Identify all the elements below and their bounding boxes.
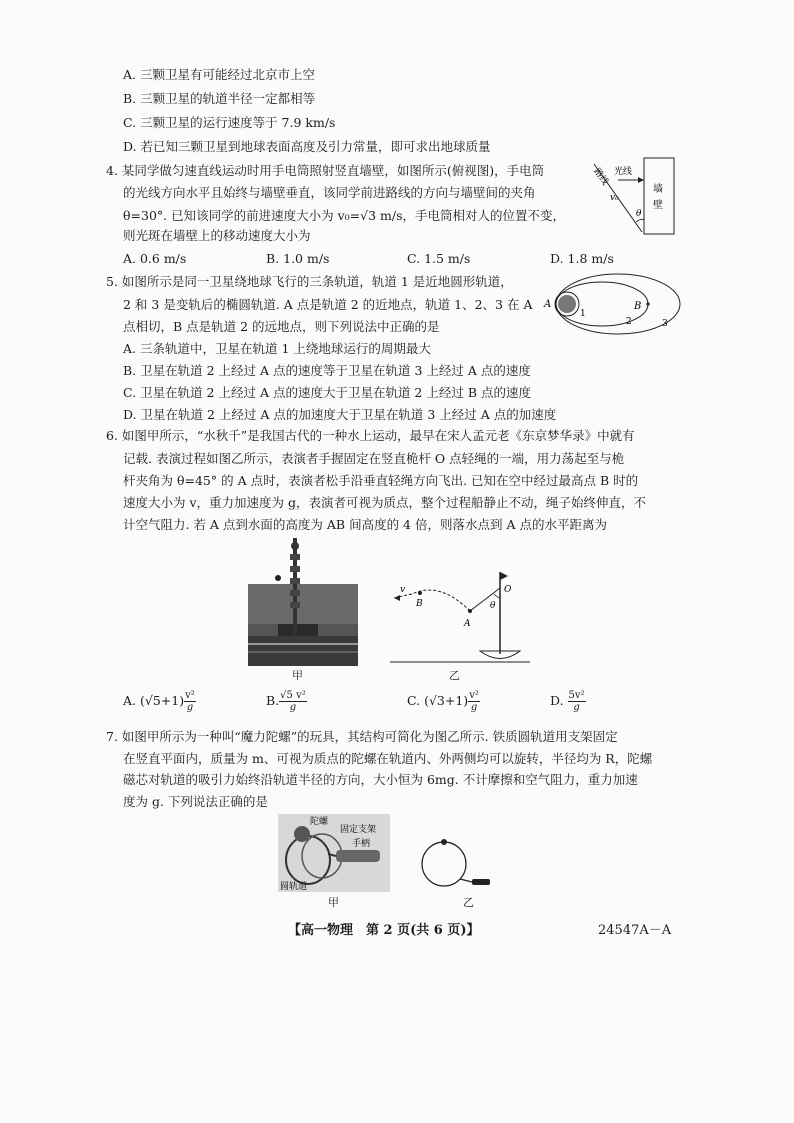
handle [336,850,380,862]
caption-jia: 甲 [292,669,303,682]
q4-option-d: D. 1.8 m/s [550,251,614,266]
q6-text-line: 记载. 表演过程如图乙所示，表演者手握固定在竖直桅杆 O 点轻绳的一端，用力荡起至与桅 [123,451,625,466]
flag-icon [500,572,508,580]
label-bracket: 固定支架 [340,825,377,835]
q7-text-line: 在竖直平面内，质量为 m、可视为质点的陀螺在轨道内、外两侧均可以旋转，半径均为 R，陀螺 [123,751,653,766]
q6-photo-jia [248,536,358,666]
q7-photo-jia [278,814,390,892]
q6-option-d: D. $\frac{\text{5v²}}{g}$ [550,690,585,713]
light-label: 光线 [614,167,633,177]
label-a: A [544,299,552,310]
label-b: B [416,599,423,609]
q4-text-line: 的光线方向水平且始终与墙壁垂直，该同学前进路线的方向与墙壁间的夹角 [123,185,536,200]
label-b: B [634,301,642,312]
q6-option-c: C. (√3+1) $\frac{\text{v²}}{g}$ [407,690,479,713]
q3-option-b: B. 三颗卫星的轨道半径一定都相等 [123,91,316,106]
label-orbit-2: 2 [626,317,632,327]
point-a [468,609,472,613]
arrow-icon [394,595,400,601]
label-orbit-1: 1 [580,309,586,319]
q4-text-line: 则光斑在墙壁上的移动速度大小为 [123,228,311,243]
q6-figure-yi [380,566,535,666]
label-theta: θ [490,601,496,611]
q6-text-line: 速度大小为 v，重力加速度为 g，表演者可视为质点，整个过程船静止不动，绳子始终伸直，不 [123,495,647,510]
wall-label: 壁 [653,200,663,211]
label-o: O [504,585,512,595]
q4-option-b: B. 1.0 m/s [266,251,330,266]
q7-text-line: 度为 g. 下列说法正确的是 [123,794,268,809]
q6-text-line: 计空气阻力. 若 A 点到水面的高度为 AB 间高度的 4 倍，则落水点到 A 点的水平距离为 [123,517,607,532]
q4-text-line: 4. 某同学做匀速直线运动时用手电筒照射竖直墙壁，如图所示(俯视图)，手电筒 [106,163,545,178]
handle [472,879,490,885]
wall [644,158,674,234]
q5-text-line: 5. 如图所示是同一卫星绕地球飞行的三条轨道，轨道 1 是近地圆形轨道， [106,274,513,289]
q6-option-a: A. (√5+1) $\frac{\text{v²}}{g}$ [123,690,195,713]
bracket [460,879,472,882]
point-b [646,302,649,305]
q5-text-line: 2 和 3 是变轨后的椭圆轨道. A 点是轨道 2 的近地点，轨道 1、2、3 在 A [123,297,533,312]
q7-text-line: 7. 如图甲所示为一种叫“魔力陀螺”的玩具，其结构可简化为图乙所示. 铁质圆轨道用支架固定 [106,729,618,744]
label-a: A [464,619,471,629]
v0-label: v₀ [610,193,619,203]
q5-option-a: A. 三条轨道中，卫星在轨道 1 上绕地球运行的周期最大 [123,341,431,356]
page-footer-code: 24547A－A [598,923,672,938]
q4-option-c: C. 1.5 m/s [407,251,471,266]
q5-option-c: C. 卫星在轨道 2 上经过 A 点的速度大于卫星在轨道 2 上经过 B 点的速度 [123,385,531,400]
q7-figure-yi [416,834,496,892]
label-v: v [400,585,406,595]
q3-option-c: C. 三颗卫星的运行速度等于 7.9 km/s [123,115,336,130]
label-orbit-3: 3 [662,319,668,329]
q7-text-line: 磁芯对轨道的吸引力始终沿轨道半径的方向，大小恒为 6mg. 不计摩擦和空气阻力，重力加速 [123,772,638,787]
theta-label: θ [636,209,642,219]
earth [558,295,576,313]
arrow-icon [638,177,644,183]
q5-text-line: 点相切，B 点是轨道 2 的远地点，则下列说法中正确的是 [123,319,440,334]
q6-text-line: 6. 如图甲所示，“水秋千”是我国古代的一种水上运动，最早在宋人孟元老《东京梦华录》中就有 [106,428,635,443]
label-track: 圆轨道 [280,882,308,892]
q5-option-b: B. 卫星在轨道 2 上经过 A 点的速度等于卫星在轨道 3 上经过 A 点的速度 [123,363,531,378]
wall-label: 墙 [653,184,663,195]
label-handle: 手柄 [352,839,371,849]
gyro [441,839,447,845]
q5-option-d: D. 卫星在轨道 2 上经过 A 点的加速度大于卫星在轨道 3 上经过 A 点的加速度 [123,407,557,422]
q5-figure [540,266,686,336]
angle-arc [636,219,644,222]
circular-track [422,842,466,886]
caption-jia: 甲 [328,896,339,909]
q6-text-line: 杆夹角为 θ=45° 的 A 点时，表演者松手沿垂直轻绳方向飞出. 已知在空中经过最高点 B 时的 [123,473,639,488]
q6-option-b: B. $\frac{\text{√5 v²}}{g}$ [266,690,306,713]
gyro [294,826,310,842]
q3-option-d: D. 若已知三颗卫星到地球表面高度及引力常量，即可求出地球质量 [123,139,491,154]
route-label: 路线 [591,166,610,188]
q4-figure [588,156,680,238]
caption-yi: 乙 [463,896,474,909]
page-footer-title: 【高一物理 第 2 页(共 6 页)】 [288,923,480,938]
q4-text-line: θ=30°. 已知该同学的前进速度大小为 v₀=√3 m/s，手电筒相对人的位置不变， [123,208,565,223]
q3-option-a: A. 三颗卫星有可能经过北京市上空 [123,67,315,82]
q4-option-a: A. 0.6 m/s [123,251,187,266]
caption-yi: 乙 [449,669,460,682]
point-b [418,591,422,595]
rope [470,588,500,611]
label-gyro: 陀螺 [310,817,329,827]
